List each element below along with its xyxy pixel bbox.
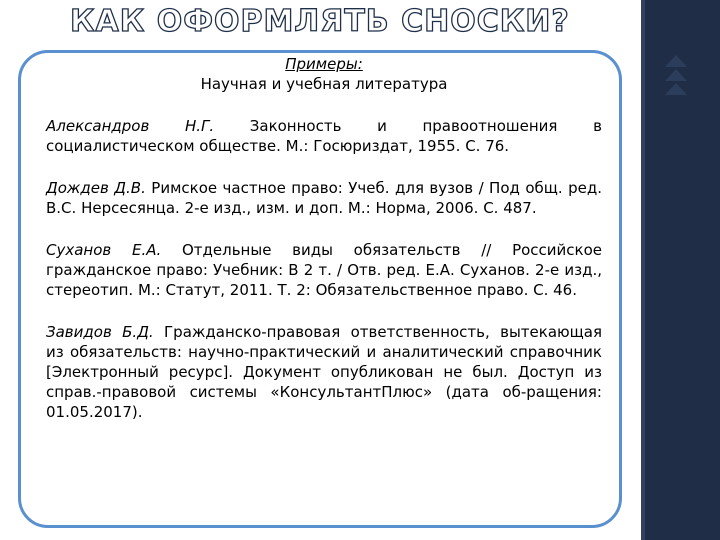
reference-entry <box>46 322 602 422</box>
reference-text: Законность <box>249 117 342 135</box>
reference-text: Римское частное право: Учеб. для вузов / Под общ. ред. В.С. Нерсесянца. 2-е изд., изм. и доп. М.: Норма, 2006. С. 487. <box>46 179 602 217</box>
reference-author: Александров <box>46 117 150 135</box>
reference-author: Дождев Д.В. <box>46 179 146 197</box>
text-area <box>46 54 602 422</box>
reference-author: Н.Г. <box>184 117 215 135</box>
reference-text: и <box>377 117 387 135</box>
reference-author: Завидов Б.Д. <box>46 323 154 341</box>
slide-title: КАК ОФОРМЛЯТЬ СНОСКИ? <box>70 4 570 39</box>
sidebar-panel <box>641 0 720 540</box>
reference-entry <box>46 178 602 218</box>
reference-author: Суханов Е.А. <box>46 241 162 259</box>
reference-text: правоотношения <box>422 117 558 135</box>
reference-text: в <box>593 117 602 135</box>
chevron-up-icon <box>665 55 687 95</box>
section-heading: Научная и учебная литература <box>200 75 448 93</box>
reference-text: Гражданско-правовая ответственность, вытекающая из обязательств: научно-практический и аналитический справочник [Электронный ресурс]. Документ опубликован не был. Доступ из справ.-правовой системы «КонсультантПлюс» (дата об-ращения: 01.05.2017). <box>46 323 602 421</box>
reference-text: Отдельные виды обязательств // Российское гражданское право: Учебник: В 2 т. / Отв. ред. Е.А. Суханов. 2-е изд., стереотип. М.: Статут, 2011. Т. 2: Обязательственное право. С. 46. <box>46 241 602 299</box>
reference-entry <box>46 116 602 156</box>
examples-heading: Примеры: <box>285 55 363 73</box>
reference-text: социалистическом обществе. М.: Госюриздат, 1955. С. 76. <box>46 137 510 155</box>
reference-entry <box>46 240 602 300</box>
